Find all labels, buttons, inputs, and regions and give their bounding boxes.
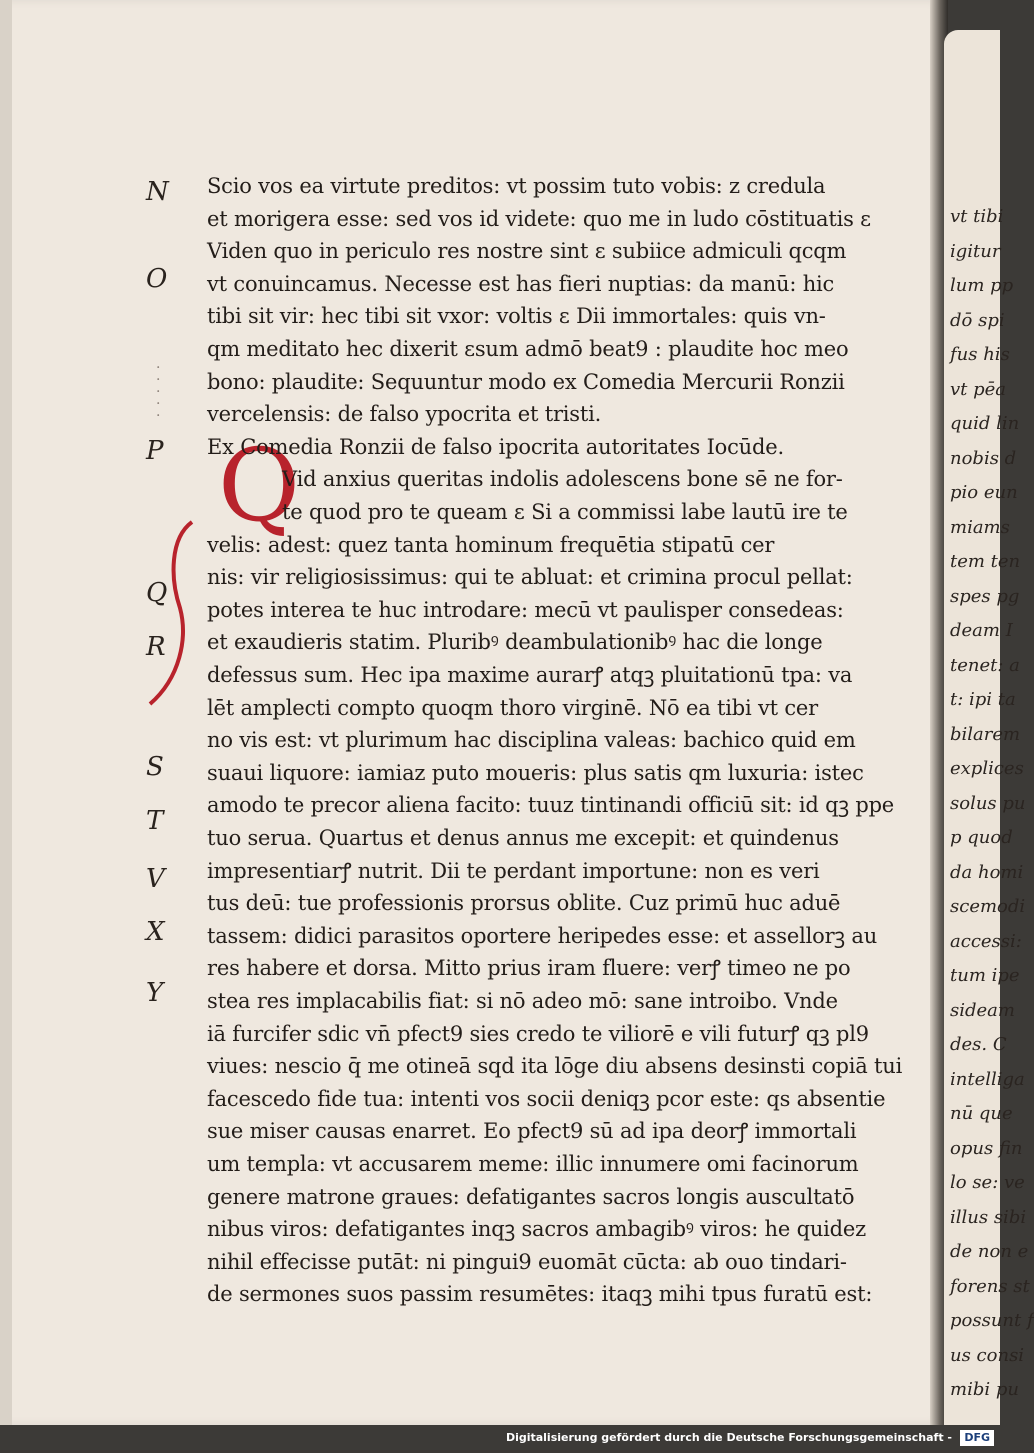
facing-page-line: nū que: [950, 1103, 1013, 1124]
text-line: vt conuincamus. Necesse est has fieri nuptias: da manū: hic: [207, 271, 835, 296]
facing-page-line: tenet: a: [950, 654, 1020, 676]
facing-page-line: p quod: [950, 827, 1013, 848]
text-line: suaui liquore: iamiaz puto moueris: plus satis qm luxuria: istec: [207, 760, 864, 785]
margin-letter: P: [146, 436, 164, 466]
text-line: defessus sum. Hec ipa maxime aurarꝭ atqꝫ pluitationū tpa: va: [207, 663, 853, 687]
text-line: te quod pro te queam ɛ Si a commissi labe lautū ire te: [282, 500, 848, 524]
facing-page-line: vt tibi: [950, 206, 1004, 227]
text-line: nihil effecisse putāt: ni pingui9 euomāt cūcta: ab ouo tindari-: [207, 1249, 847, 1274]
margin-letter: N: [146, 177, 169, 207]
facing-page-line: possunt f: [950, 1310, 1034, 1331]
text-line: lēt amplecti compto quoqm thoro virginē. Nō ea tibi vt cer: [207, 695, 818, 720]
facing-page-line: t: ipi ta: [950, 689, 1016, 710]
facing-page-line: tum ipe: [950, 965, 1020, 986]
margin-letter: Y: [146, 978, 164, 1008]
text-line: facescedo fide tua: intenti vos socii deniqꝫ pcor este: qs absentie: [207, 1086, 886, 1111]
facing-page-line: scemodi: [950, 896, 1026, 917]
facing-page-line: tem ten: [950, 551, 1021, 572]
footer-bar: [0, 1425, 1000, 1453]
text-line: genere matrone graues: defatigantes sacros longis auscultatō: [207, 1184, 855, 1209]
facing-page-line: forens st: [950, 1275, 1030, 1297]
facing-page-line: de non e: [950, 1241, 1029, 1262]
margin-letter: O: [146, 264, 168, 294]
text-line: Ex Comedia Ronzii de falso ipocrita autoritates Iocūde.: [207, 434, 784, 459]
margin-letter: T: [146, 806, 164, 836]
margin-letter: S: [146, 752, 164, 782]
page-edge: [0, 0, 12, 1425]
facing-page-line: mibi pu: [950, 1379, 1019, 1400]
facing-page-line: miams: [950, 516, 1010, 538]
text-line: nis: vir religiosissimus: qui te abluat: et crimina procul pellat:: [207, 565, 853, 590]
facing-page-line: igitur: [950, 240, 1001, 262]
text-line: sue miser causas enarret. Eo pfect9 sū ad ipa deorꝭ immortali: [207, 1119, 857, 1144]
margin-letter: X: [146, 917, 165, 947]
facing-page-line: explices: [950, 758, 1024, 779]
margin-dots-decoration: · · · · ·: [156, 360, 161, 424]
text-line: no vis est: vt plurimum hac disciplina valeas: bachico quid em: [207, 728, 856, 753]
text-line: res habere et dorsa. Mitto prius iram fluere: verꝭ timeo ne po: [207, 956, 851, 981]
text-line: tuo serua. Quartus et denus annus me excepit: et quindenus: [207, 826, 839, 850]
text-line: vercelensis: de falso ypocrita et tristi.: [207, 402, 602, 427]
facing-page-line: lo se: ve: [950, 1172, 1025, 1193]
facing-page-line: solus pu: [950, 792, 1026, 814]
initial-flourish: [140, 518, 200, 708]
text-line: tibi sit vir: hec tibi sit vxor: voltis ɛ Dii immortales: quis vn-: [207, 304, 826, 329]
text-line: um templa: vt accusarem meme: illic innumere omi facinorum: [207, 1152, 859, 1176]
facing-page-line: quid lin: [950, 413, 1020, 434]
facing-page-line: fus his: [950, 344, 1010, 365]
footer-credit: Digitalisierung gefördert durch die Deutsche Forschungsgemeinschaft -: [505, 1431, 952, 1444]
text-line: iā furcifer sdic vn̄ pfect9 sies credo te viliorē e vili futurꝭ qꝫ pl9: [207, 1021, 869, 1046]
text-line: de sermones suos passim resumētes: itaqꝫ mihi tpus furatū est:: [207, 1282, 873, 1307]
margin-letter: R: [146, 632, 166, 662]
facing-page-line: sideam: [950, 999, 1015, 1021]
margin-letter: Q: [146, 578, 168, 608]
facing-page-line: accessi:: [950, 930, 1022, 952]
text-line: et exaudieris statim. Pluribꝰ deambulationibꝰ hac die longe: [207, 630, 823, 655]
facing-page-line: lum pp: [950, 275, 1014, 296]
facing-page-line: deam I: [950, 620, 1013, 641]
text-line: Viden quo in periculo res nostre sint ɛ subiice admiculi qcqm: [207, 239, 847, 264]
text-line: bono: plaudite: Sequuntur modo ex Comedia Mercurii Ronzii: [207, 369, 845, 394]
text-line: stea res implacabilis fiat: si nō adeo mō: sane introibo. Vnde: [207, 989, 838, 1013]
margin-letter: V: [146, 864, 165, 894]
decorated-initial: Q: [218, 427, 300, 544]
facing-page-line: spes pg: [950, 585, 1020, 607]
text-line: amodo te precor aliena facito: tuuz tintinandi officiū sit: id qꝫ ppe: [207, 793, 895, 818]
facing-page-line: bilarem: [950, 723, 1021, 745]
text-line: potes interea te huc introdare: mecū vt paulisper consedeas:: [207, 597, 844, 622]
facing-page-line: intelliga: [950, 1068, 1025, 1090]
text-line: tassem: didici parasitos oportere heripedes esse: et assellorꝫ au: [207, 923, 878, 948]
facing-page: [944, 30, 1034, 1425]
text-line: velis: adest: quez tanta hominum frequētia stipatū cer: [207, 532, 775, 557]
facing-page-line: des. C: [950, 1034, 1007, 1055]
text-line: viues: nescio q̄ me otineā sqd ita lōge diu absens desinsti copiā tui: [207, 1054, 903, 1079]
facing-page-line: opus fin: [950, 1137, 1023, 1159]
facing-page-line: da homi: [950, 861, 1024, 883]
text-line: Vid anxius queritas indolis adolescens bone sē ne for-: [282, 467, 843, 492]
dfg-logo: DFG: [960, 1430, 994, 1446]
facing-page-line: nobis d: [950, 447, 1017, 469]
facing-page-line: illus sibi: [950, 1206, 1027, 1228]
facing-page-line: us consi: [950, 1344, 1025, 1366]
text-line: tus deū: tue professionis prorsus oblite. Cuz primū huc aduē: [207, 891, 841, 916]
text-line: Scio vos ea virtute preditos: vt possim tuto vobis: z credula: [207, 174, 826, 198]
text-line: et morigera esse: sed vos id videte: quo me in ludo cōstituatis ɛ: [207, 206, 871, 231]
facing-page-line: dō spi: [950, 309, 1005, 331]
text-line: nibus viros: defatigantes inqꝫ sacros ambagibꝰ viros: he quidez: [207, 1217, 866, 1242]
facing-page-line: vt pēa: [950, 378, 1007, 400]
text-line: qm meditato hec dixerit ɛsum admō beat9 : plaudite hoc meo: [207, 337, 849, 361]
text-line: impresentiarꝭ nutrit. Dii te perdant importune: non es veri: [207, 858, 820, 883]
facing-page-line: pio eun: [950, 482, 1018, 503]
